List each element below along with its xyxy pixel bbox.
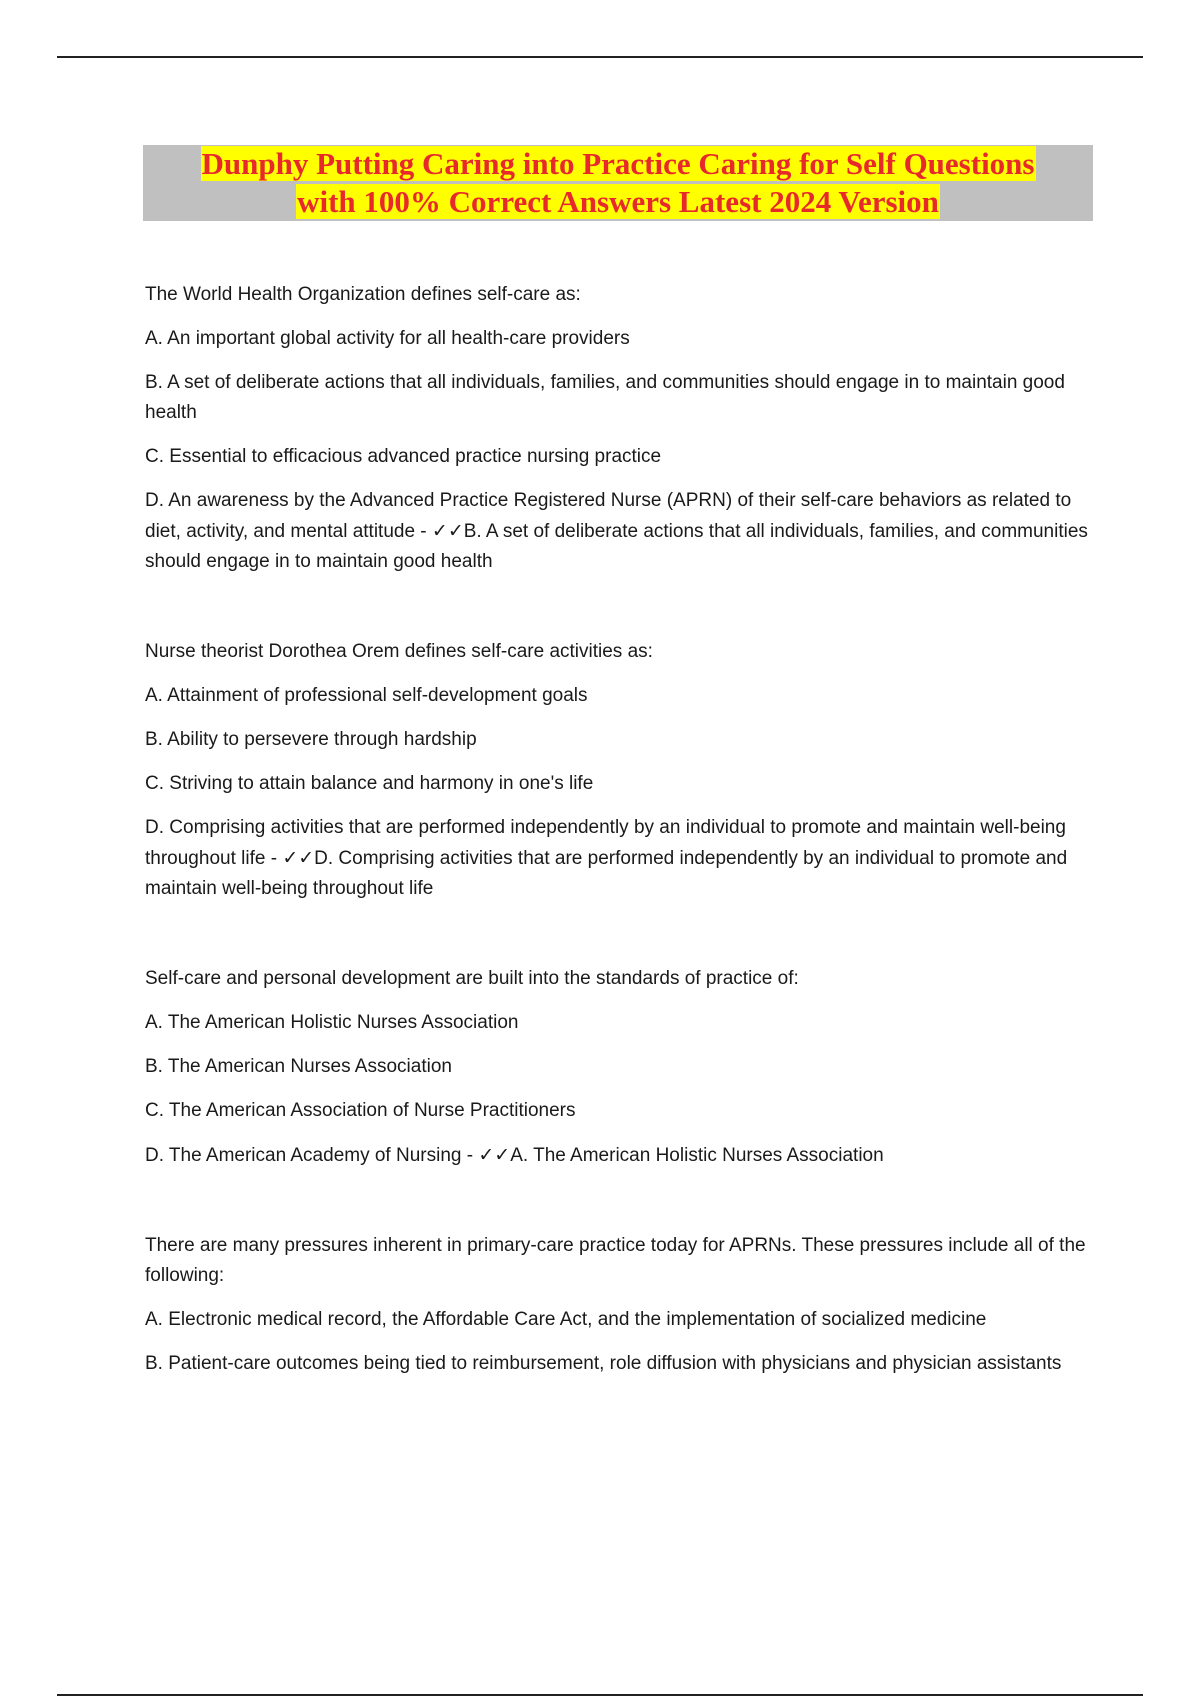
document-body xyxy=(145,280,1095,1439)
title-line-1: Dunphy Putting Caring into Practice Caring for Self Questions xyxy=(201,146,1035,181)
question-1 xyxy=(145,280,1095,577)
header-rule xyxy=(57,56,1143,58)
option-d: D. Comprising activities that are performed independently by an individual to promote and maintain well-being throughout life - xyxy=(145,817,1066,869)
question-stem: There are many pressures inherent in primary-care practice today for APRNs. These pressures include all of the following: xyxy=(145,1235,1086,1286)
correct-answer: D. Comprising activities that are performed independently by an individual to promote and maintain well-being throughout life xyxy=(145,848,1068,899)
footer-rule xyxy=(57,1694,1143,1696)
option-c: C. Striving to attain balance and harmony in one's life xyxy=(145,773,594,794)
option-a: A. The American Holistic Nurses Association xyxy=(145,1012,519,1033)
question-stem: The World Health Organization defines self-care as: xyxy=(145,284,581,305)
option-d: D. An awareness by the Advanced Practice Registered Nurse (APRN) of their self-care behaviors as related to diet, activity, and mental attitude - xyxy=(145,490,1072,542)
option-d-with-answer xyxy=(145,1140,1095,1171)
option-c: C. The American Association of Nurse Practitioners xyxy=(145,1100,576,1121)
question-stem: Nurse theorist Dorothea Orem defines self-care activities as: xyxy=(145,641,653,662)
option-a: A. Attainment of professional self-development goals xyxy=(145,685,588,706)
correct-answer: A. The American Holistic Nurses Association xyxy=(510,1145,884,1166)
question-4 xyxy=(145,1231,1095,1379)
question-3 xyxy=(145,964,1095,1171)
option-b: B. A set of deliberate actions that all individuals, families, and communities should engage in to maintain good health xyxy=(145,372,1065,423)
checkmark-icon: ✓✓ xyxy=(282,847,315,869)
option-d: D. The American Academy of Nursing - xyxy=(145,1145,479,1166)
option-b: B. Patient-care outcomes being tied to reimbursement, role diffusion with physicians and physician assistants xyxy=(145,1353,1062,1374)
option-d-with-answer xyxy=(145,486,1095,577)
option-a: A. Electronic medical record, the Affordable Care Act, and the implementation of socialized medicine xyxy=(145,1309,987,1330)
option-d-with-answer xyxy=(145,813,1095,904)
checkmark-icon: ✓✓ xyxy=(431,520,464,542)
title-line-2: with 100% Correct Answers Latest 2024 Version xyxy=(297,184,939,219)
option-b: B. Ability to persevere through hardship xyxy=(145,729,477,750)
document-title xyxy=(143,145,1093,221)
option-c: C. Essential to efficacious advanced practice nursing practice xyxy=(145,446,662,467)
checkmark-icon: ✓✓ xyxy=(478,1144,511,1166)
correct-answer: B. A set of deliberate actions that all individuals, families, and communities should engage in to maintain good health xyxy=(145,521,1088,572)
question-stem: Self-care and personal development are built into the standards of practice of: xyxy=(145,968,799,989)
option-a: A. An important global activity for all health-care providers xyxy=(145,328,630,349)
question-2 xyxy=(145,637,1095,904)
option-b: B. The American Nurses Association xyxy=(145,1056,452,1077)
